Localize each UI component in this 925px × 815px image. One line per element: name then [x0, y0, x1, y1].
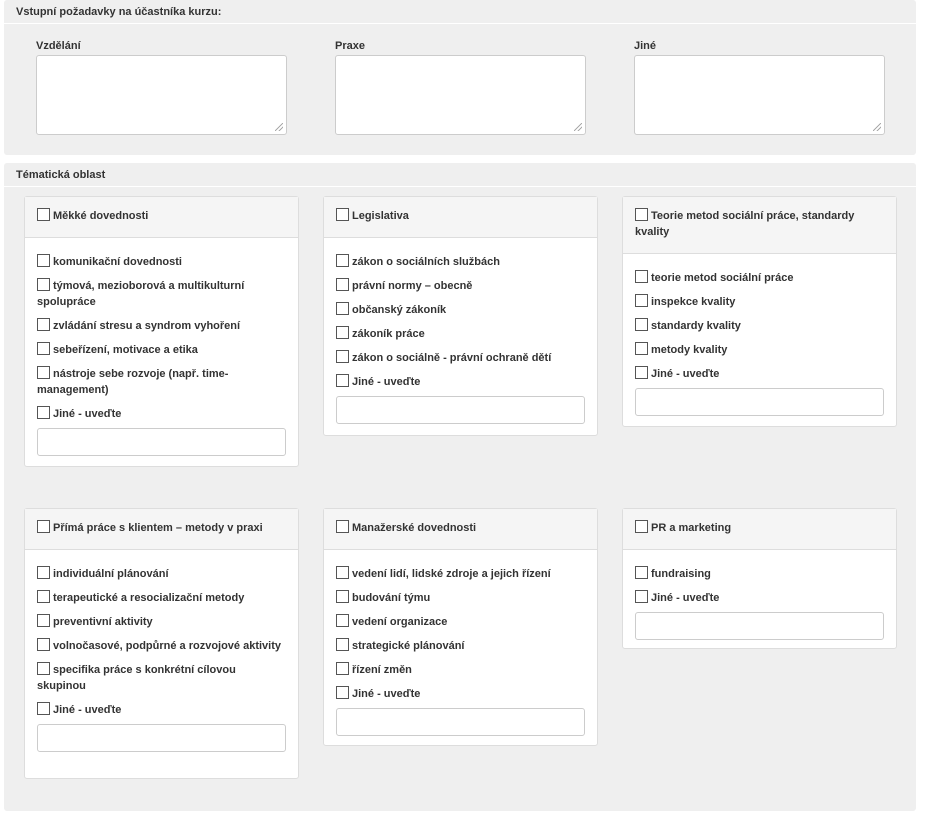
option-checkbox[interactable] [37, 702, 50, 715]
option-checkbox[interactable] [336, 614, 349, 627]
resize-grip-icon[interactable] [873, 123, 881, 131]
option-checkbox[interactable] [37, 566, 50, 579]
option-label: terapeutické a resocializační metody [53, 592, 245, 604]
panel-header [324, 509, 597, 550]
option-checkbox[interactable] [336, 566, 349, 579]
option-label: zákon o sociálně - právní ochraně dětí [352, 352, 552, 364]
option-label: Jiné - uveďte [53, 704, 122, 716]
other-specify-input[interactable] [336, 708, 585, 736]
option-label: Jiné - uveďte [651, 368, 720, 380]
panel-checkbox[interactable] [37, 208, 50, 221]
panel-checkbox[interactable] [336, 520, 349, 533]
option-checkbox[interactable] [635, 318, 648, 331]
option-checkbox[interactable] [336, 686, 349, 699]
option-checkbox[interactable] [336, 326, 349, 339]
option-item[interactable] [336, 254, 585, 270]
practice-group [335, 40, 586, 135]
panel-title: Měkké dovednosti [53, 210, 149, 222]
requirements-section [4, 0, 916, 155]
option-label: specifika práce s konkrétní cílovou skupinou [37, 664, 236, 692]
option-label: právní normy – obecně [352, 280, 473, 292]
option-label: týmová, mezioborová a multikulturní spolupráce [37, 280, 245, 308]
option-label: vedení lidí, lidské zdroje a jejich řízení [352, 568, 551, 580]
topic-title: Tématická oblast [4, 163, 916, 187]
panel-pr-marketing [622, 508, 897, 649]
option-item[interactable] [336, 638, 585, 654]
panel-header [25, 509, 298, 550]
panel-header [25, 197, 298, 238]
option-item[interactable] [37, 254, 286, 270]
practice-label: Praxe [335, 40, 365, 52]
option-label: řízení změn [352, 664, 412, 676]
option-label: strategické plánování [352, 640, 465, 652]
other-specify-input[interactable] [635, 388, 884, 416]
option-label: metody kvality [651, 344, 728, 356]
option-label: teorie metod sociální práce [651, 272, 794, 284]
option-checkbox[interactable] [336, 374, 349, 387]
option-checkbox[interactable] [336, 638, 349, 651]
option-item[interactable] [336, 662, 585, 678]
panel-social-work-theory [622, 196, 897, 427]
option-checkbox[interactable] [37, 318, 50, 331]
option-checkbox[interactable] [37, 614, 50, 627]
panel-header [623, 197, 896, 254]
option-checkbox[interactable] [336, 662, 349, 675]
option-item[interactable] [336, 278, 585, 294]
panel-checkbox[interactable] [37, 520, 50, 533]
panel-title: PR a marketing [651, 522, 732, 534]
option-checkbox[interactable] [635, 270, 648, 283]
panel-title: Manažerské dovednosti [352, 522, 477, 534]
option-checkbox[interactable] [37, 638, 50, 651]
option-item[interactable] [635, 294, 884, 310]
education-textarea[interactable] [36, 55, 287, 135]
option-item[interactable] [37, 278, 286, 310]
option-label: Jiné - uveďte [651, 592, 720, 604]
option-item[interactable] [336, 614, 585, 630]
option-item[interactable] [635, 270, 884, 286]
other-group [634, 40, 885, 135]
panel-legislation [323, 196, 598, 436]
option-item[interactable] [37, 566, 286, 582]
option-item[interactable] [336, 590, 585, 606]
option-label: Jiné - uveďte [352, 376, 421, 388]
panel-soft-skills [24, 196, 299, 467]
option-label: sebeřízení, motivace a etika [53, 344, 198, 356]
option-checkbox[interactable] [37, 254, 50, 267]
panel-checkbox[interactable] [635, 520, 648, 533]
option-checkbox[interactable] [336, 278, 349, 291]
option-item[interactable] [37, 406, 286, 422]
option-item[interactable] [336, 350, 585, 366]
option-checkbox[interactable] [635, 566, 648, 579]
option-checkbox[interactable] [37, 662, 50, 675]
option-item[interactable] [336, 326, 585, 342]
panel-title: Přímá práce s klientem – metody v praxi [53, 522, 263, 534]
panel-checkbox[interactable] [635, 208, 648, 221]
option-label: komunikační dovednosti [53, 256, 182, 268]
option-checkbox[interactable] [37, 278, 50, 291]
other-specify-input[interactable] [37, 428, 286, 456]
option-checkbox[interactable] [336, 302, 349, 315]
option-item[interactable] [635, 342, 884, 358]
option-item[interactable] [635, 566, 884, 582]
option-label: občanský zákoník [352, 304, 447, 316]
option-item[interactable] [37, 366, 286, 398]
requirements-title: Vstupní požadavky na účastníka kurzu: [4, 0, 916, 24]
other-specify-input[interactable] [635, 612, 884, 640]
option-checkbox[interactable] [635, 294, 648, 307]
other-specify-input[interactable] [336, 396, 585, 424]
option-checkbox[interactable] [37, 590, 50, 603]
option-item[interactable] [37, 590, 286, 606]
option-item[interactable] [635, 366, 884, 382]
option-item[interactable] [336, 686, 585, 702]
option-checkbox[interactable] [635, 342, 648, 355]
option-item[interactable] [635, 318, 884, 334]
option-item[interactable] [37, 318, 286, 334]
option-checkbox[interactable] [37, 342, 50, 355]
option-item[interactable] [37, 662, 286, 694]
option-checkbox[interactable] [37, 366, 50, 379]
option-item[interactable] [37, 614, 286, 630]
option-checkbox[interactable] [635, 366, 648, 379]
option-label: preventivní aktivity [53, 616, 153, 628]
panel-checkbox[interactable] [336, 208, 349, 221]
option-item[interactable] [336, 374, 585, 390]
option-item[interactable] [635, 590, 884, 606]
option-label: zákon o sociálních službách [352, 256, 500, 268]
option-checkbox[interactable] [336, 254, 349, 267]
other-label: Jiné [634, 40, 657, 52]
panel-title: Teorie metod sociální práce, standardy kvality [635, 210, 855, 238]
education-label: Vzdělání [36, 40, 81, 52]
panel-title: Legislativa [352, 210, 409, 222]
option-label: Jiné - uveďte [53, 408, 122, 420]
topic-section [4, 163, 916, 811]
option-label: standardy kvality [651, 320, 741, 332]
option-label: vedení organizace [352, 616, 448, 628]
option-label: nástroje sebe rozvoje (např. time-management) [37, 368, 229, 396]
panel-header [324, 197, 597, 238]
panel-header [623, 509, 896, 550]
option-label: zákoník práce [352, 328, 425, 340]
other-textarea[interactable] [634, 55, 885, 135]
option-checkbox[interactable] [336, 590, 349, 603]
panel-managerial-skills [323, 508, 598, 746]
option-item[interactable] [336, 566, 585, 582]
option-checkbox[interactable] [336, 350, 349, 363]
option-item[interactable] [336, 302, 585, 318]
option-checkbox[interactable] [635, 590, 648, 603]
option-label: inspekce kvality [651, 296, 736, 308]
option-item[interactable] [37, 342, 286, 358]
option-label: Jiné - uveďte [352, 688, 421, 700]
practice-textarea[interactable] [335, 55, 586, 135]
education-group [36, 40, 287, 135]
option-label: volnočasové, podpůrné a rozvojové aktivity [53, 640, 282, 652]
other-specify-input[interactable] [37, 724, 286, 752]
option-checkbox[interactable] [37, 406, 50, 419]
panel-client-work [24, 508, 299, 779]
option-label: fundraising [651, 568, 711, 580]
option-label: individuální plánování [53, 568, 169, 580]
option-item[interactable] [37, 638, 286, 654]
resize-grip-icon[interactable] [275, 123, 283, 131]
option-item[interactable] [37, 702, 286, 718]
option-label: zvládání stresu a syndrom vyhoření [53, 320, 241, 332]
option-label: budování týmu [352, 592, 431, 604]
resize-grip-icon[interactable] [574, 123, 582, 131]
